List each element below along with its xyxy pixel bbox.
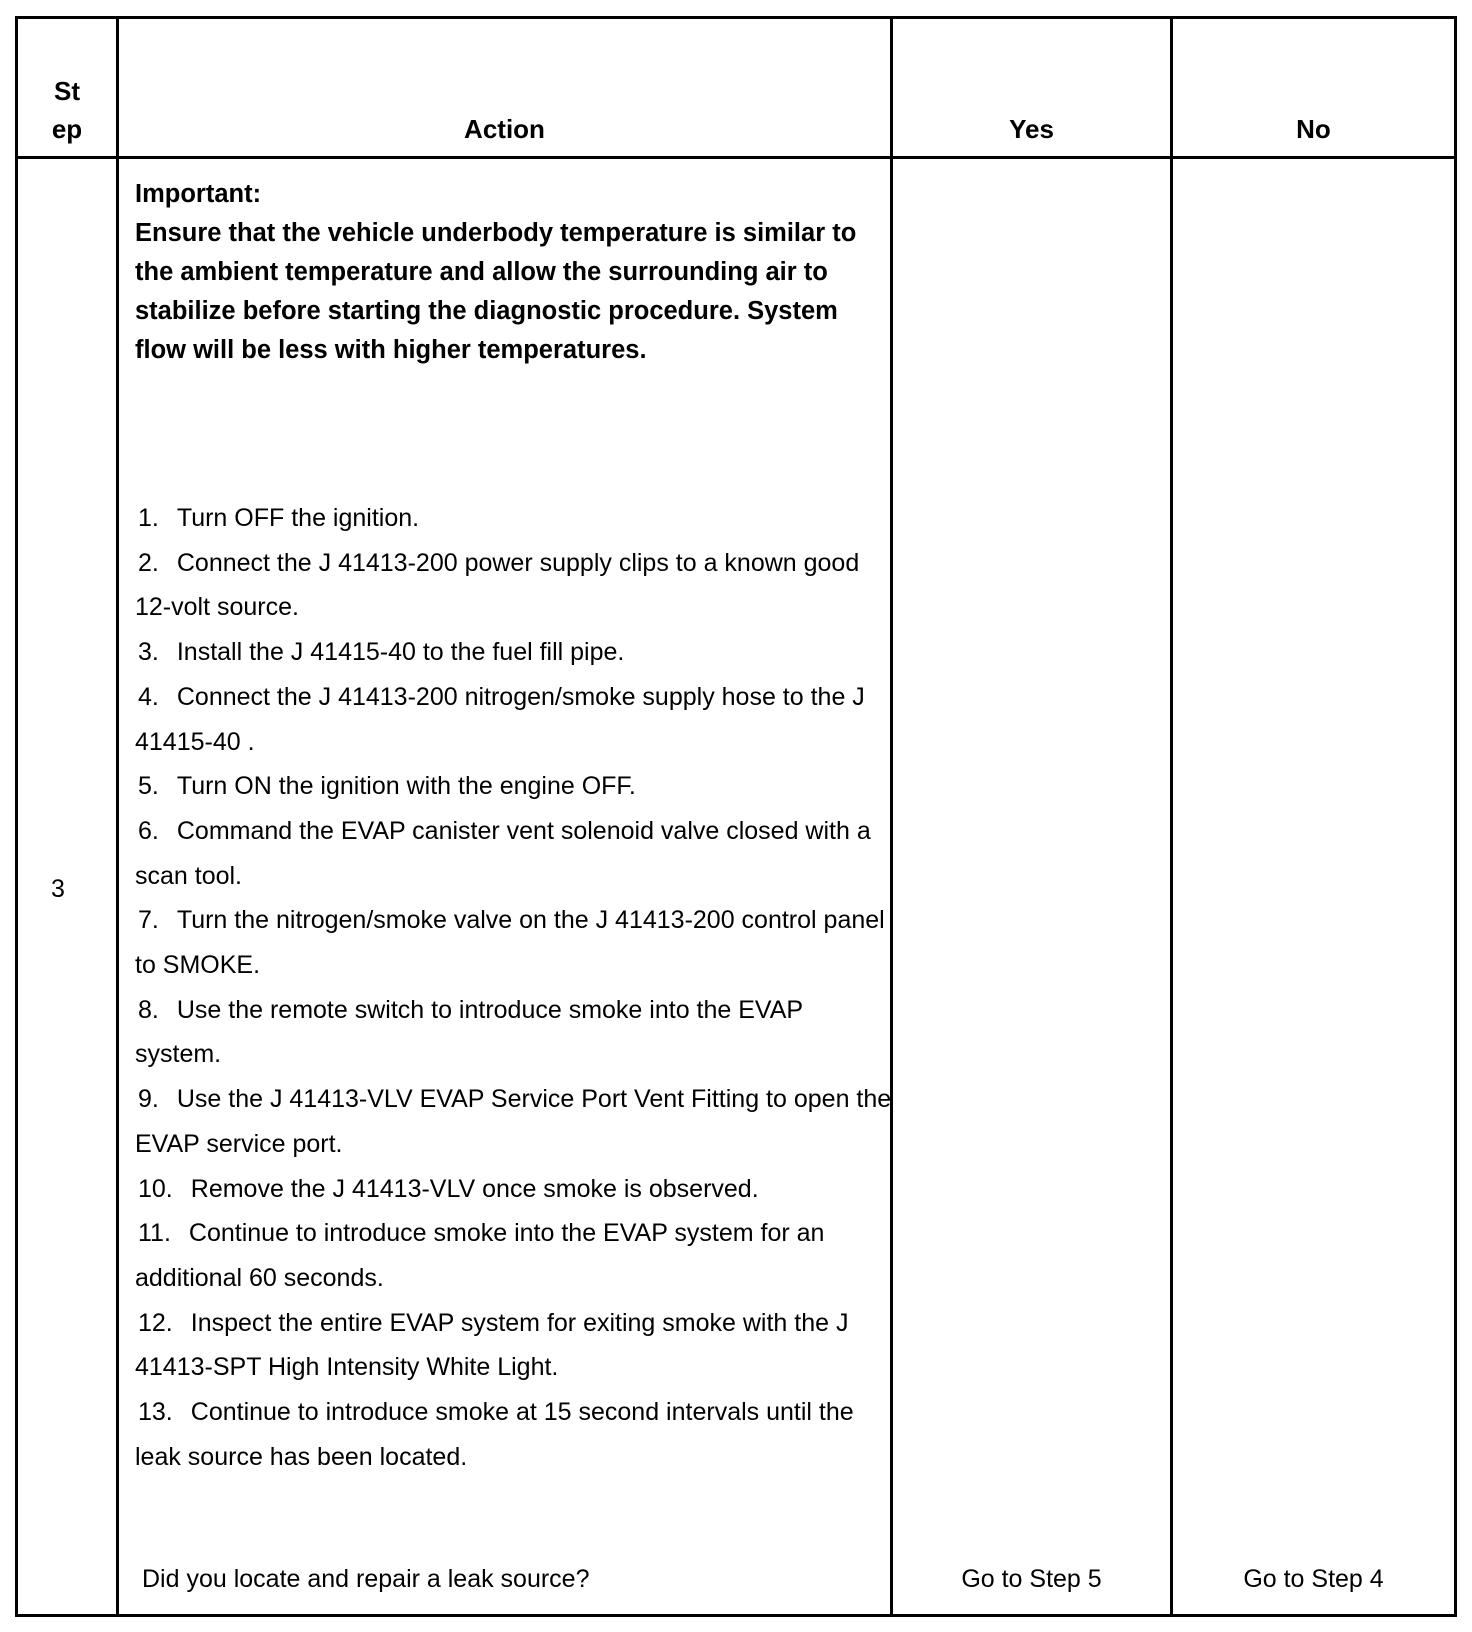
yes-action-link[interactable]: Go to Step 5 <box>961 1565 1102 1593</box>
step-item-text: Turn the nitrogen/smoke valve on the J 41413-200 control panel to SMOKE. <box>135 906 885 980</box>
step-item-text: Use the J 41413-VLV EVAP Service Port Vent Fitting to open the EVAP service port. <box>135 1085 892 1158</box>
header-divider <box>15 156 1457 159</box>
procedure-step <box>135 630 895 675</box>
procedure-step <box>135 1077 895 1166</box>
procedure-step <box>135 809 895 898</box>
procedure-step <box>135 496 895 541</box>
important-label: Important: <box>135 180 262 208</box>
step-item-number: 6. <box>138 816 159 845</box>
important-text: Ensure that the vehicle underbody temperature is similar to the ambient temperature and allow the surrounding air to stabilize before starting the diagnostic procedure. System flow will be less with higher temperatures. <box>135 219 857 364</box>
procedure-step <box>135 1167 895 1212</box>
step-item-text: Install the J 41415-40 to the fuel fill pipe. <box>176 638 625 667</box>
step-item-number: 9. <box>138 1085 159 1114</box>
procedure-step <box>135 541 895 630</box>
step-item-number: 12. <box>138 1308 173 1337</box>
step-item-text: Use the remote switch to introduce smoke into the EVAP system. <box>135 995 803 1069</box>
procedure-step <box>135 1211 895 1300</box>
header-step: St ep <box>51 76 83 144</box>
header-yes: Yes <box>1009 114 1054 144</box>
step-item-number: 3. <box>138 638 159 667</box>
step-item-text: Turn ON the ignition with the engine OFF. <box>176 772 636 801</box>
column-divider <box>116 16 119 1617</box>
step-item-text: Inspect the entire EVAP system for exiting smoke with the J 41413-SPT High Intensity White Light. <box>135 1308 849 1382</box>
procedure-step <box>135 988 895 1077</box>
step-item-number: 11. <box>138 1219 171 1248</box>
step-item-number: 5. <box>138 772 159 801</box>
step-item-number: 10. <box>138 1174 173 1203</box>
step-item-text: Continue to introduce smoke into the EVAP system for an additional 60 seconds. <box>135 1219 825 1292</box>
important-note <box>135 175 895 370</box>
header-no: No <box>1296 114 1331 144</box>
procedure-step <box>135 1301 895 1390</box>
step-item-number: 8. <box>138 995 159 1024</box>
step-item-text: Continue to introduce smoke at 15 second intervals until the leak source has been located. <box>135 1398 854 1471</box>
column-divider <box>1170 16 1173 1617</box>
step-item-number: 7. <box>138 906 159 935</box>
question-text: Did you locate and repair a leak source? <box>142 1565 590 1593</box>
header-action: Action <box>464 114 545 144</box>
step-item-text: Turn OFF the ignition. <box>176 504 420 532</box>
step-item-text: Connect the J 41413-200 power supply clips to a known good 12-volt source. <box>135 548 860 622</box>
step-item-text: Command the EVAP canister vent solenoid valve closed with a scan tool. <box>135 816 871 890</box>
step-item-number: 4. <box>138 682 159 711</box>
step-item-number: 13. <box>138 1398 173 1427</box>
step-item-text: Remove the J 41413-VLV once smoke is observed. <box>190 1174 759 1203</box>
procedure-steps <box>135 496 895 1479</box>
procedure-step <box>135 898 895 987</box>
step-item-text: Connect the J 41413-200 nitrogen/smoke supply hose to the J 41415-40 . <box>135 682 865 756</box>
procedure-step <box>135 1390 895 1479</box>
procedure-step <box>135 764 895 809</box>
procedure-step <box>135 675 895 764</box>
step-item-number: 1. <box>138 504 159 532</box>
step-item-number: 2. <box>138 548 159 577</box>
step-number: 3 <box>51 875 65 903</box>
no-action-link[interactable]: Go to Step 4 <box>1243 1565 1384 1593</box>
